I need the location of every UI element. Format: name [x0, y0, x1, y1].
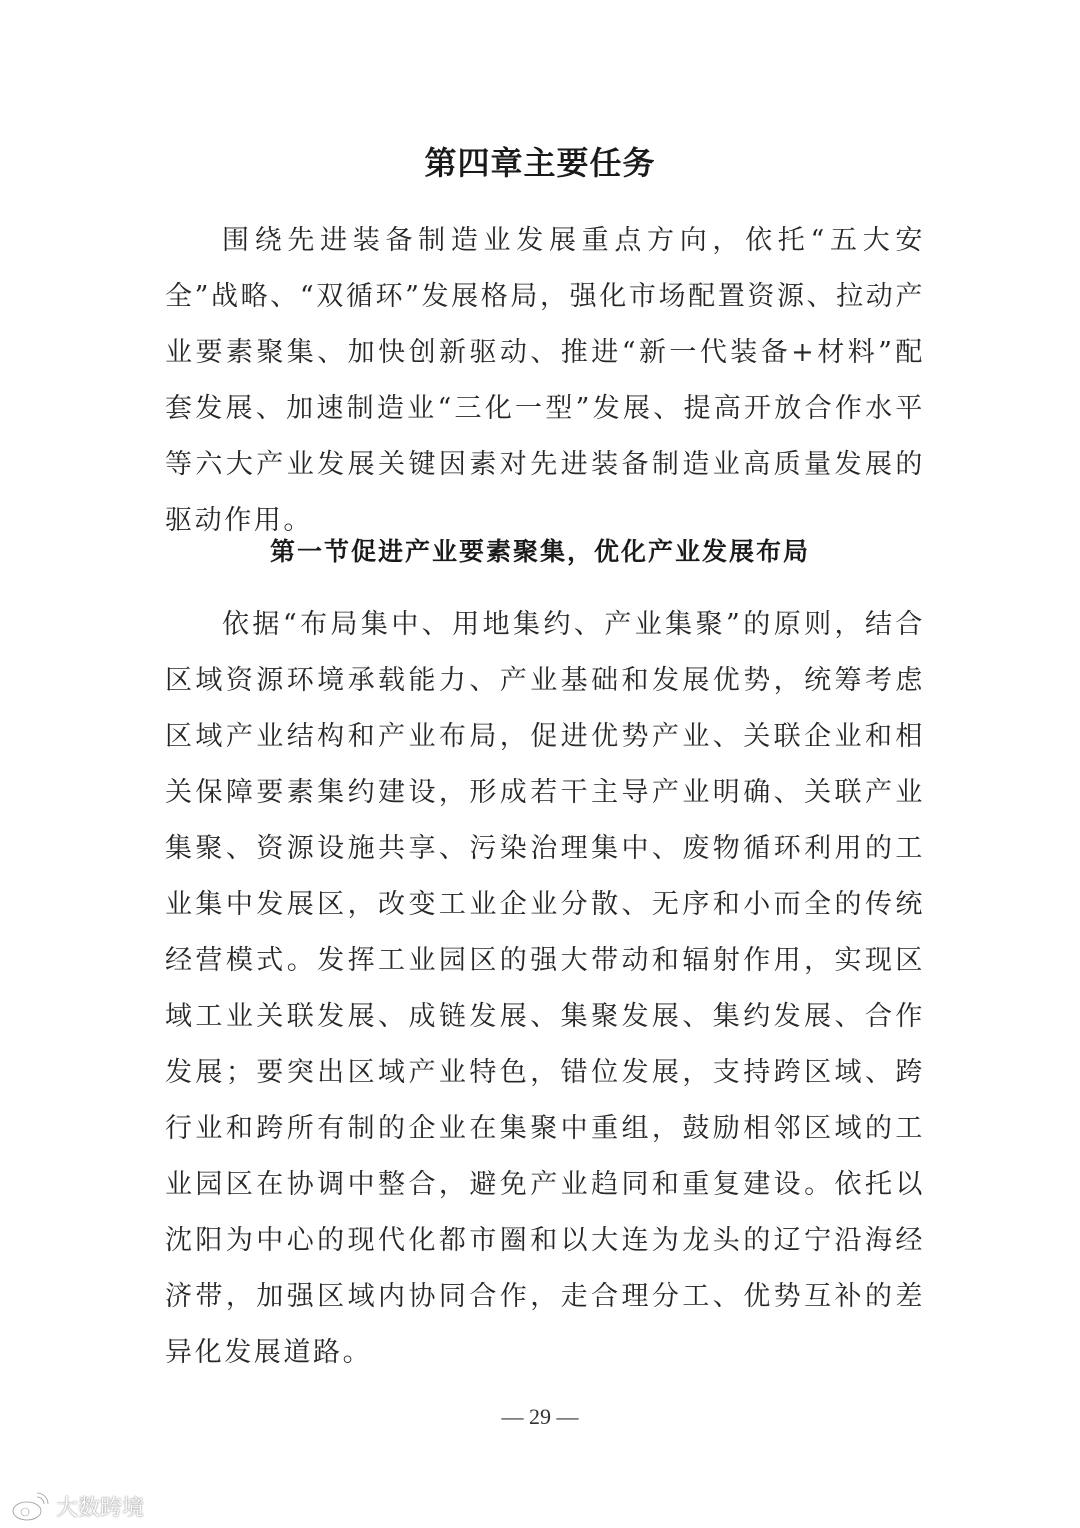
section-paragraph: 依据“布局集中、用地集约、产业集聚”的原则，结合区域资源环境承载能力、产业基础和发展优势，统筹考虑区域产业结构和产业布局，促进优势产业、关联企业和相关保障要素集约建设，形成若干主导产业明确、关联产业集聚、资源设施共享、污染治理集中、废物循环利用的工业集中发展区，改变工业企业分散、无序和小而全的传统经营模式。发挥工业园区的强大带动和辐射作用，实现区域工业关联发展、成链发展、集聚发展、集约发展、合作发展；要突出区域产业特色，错位发展，支持跨区域、跨行业和跨所有制的企业在集聚中重组，鼓励相邻区域的工业园区在协调中整合，避免产业趋同和重复建设。依托以沈阳为中心的现代化都市圈和以大连为龙头的辽宁沿海经济带，加强区域内协同合作，走合理分工、优势互补的差异化发展道路。	[165, 609, 925, 1368]
watermark-text: 大数跨境	[56, 1496, 145, 1521]
weibo-icon	[10, 1492, 50, 1522]
watermark	[10, 1491, 144, 1522]
section-title: 第一节促进产业要素聚集，优化产业发展布局	[269, 537, 810, 566]
page-number: — 29 —	[501, 1404, 579, 1429]
intro-paragraph: 围绕先进装备制造业发展重点方向，依托“五大安全”战略、“双循环”发展格局，强化市场配置资源、拉动产业要素聚集、加快创新驱动、推进“新一代装备+材料”配套发展、加速制造业“三化一型”发展、提高开放合作水平等六大产业发展关键因素对先进装备制造业高质量发展的驱动作用。	[165, 225, 926, 536]
chapter-title: 第四章主要任务	[424, 144, 656, 182]
